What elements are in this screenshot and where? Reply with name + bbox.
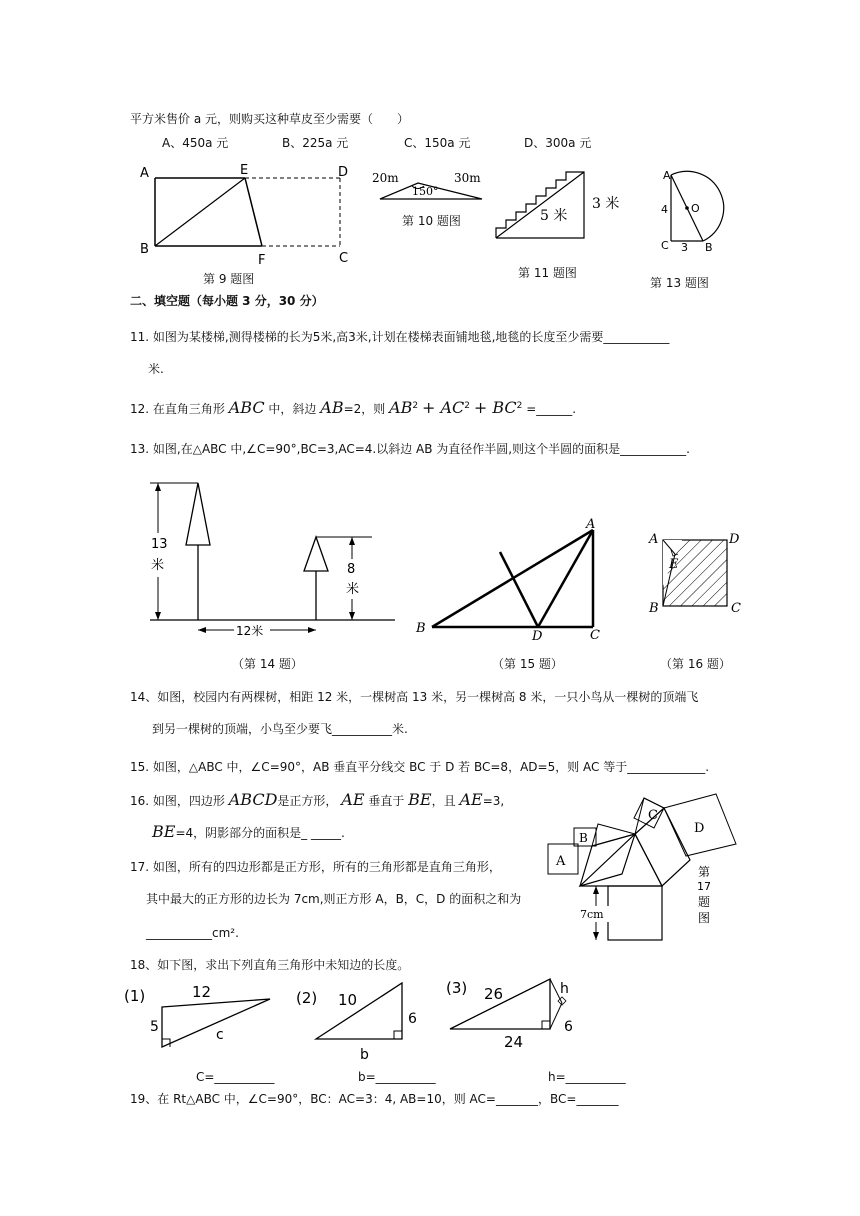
figure-15 [412,512,612,642]
fig11-caption: 第 11 题图 [518,266,577,280]
q13: 13. 如图,在△ABC 中,∠C=90°,BC=3,AC=4.以斜边 AB 为直径作半圆,则这个半圆的面积是___________. [130,442,690,456]
q17-line2: 其中最大的正方形的边长为 7cm,则正方形 A，B，C，D 的面积之和为 [146,892,522,906]
section-heading: 二、填空题（每小题 3 分，30 分） [130,294,324,308]
svg-text:C: C [661,239,669,252]
svg-text:5 米: 5 米 [540,208,568,224]
svg-text:D: D [729,532,740,547]
svg-text:6: 6 [408,1011,417,1027]
fig10-caption: 第 10 题图 [402,214,461,228]
option-a: A、450a 元 [162,136,229,150]
svg-text:B: B [649,601,659,616]
q16-line2: BE=4，阴影部分的面积是_ _____. [152,822,345,841]
fig15-caption: （第 15 题） [492,657,563,671]
svg-text:C: C [731,601,741,616]
svg-text:B: B [705,241,713,254]
figure-17 [540,790,750,950]
svg-text:6: 6 [564,1019,573,1035]
svg-text:8: 8 [347,562,356,577]
svg-text:米: 米 [151,558,165,573]
svg-text:(2): (2) [296,989,318,1007]
svg-text:13: 13 [151,537,168,552]
q16-line1: 16. 如图，四边形 ABCD是正方形， AE 垂直于 BE，且 AE=3, [130,790,505,809]
fig9-caption: 第 9 题图 [203,272,255,286]
svg-text:A: A [556,854,566,869]
svg-text:E: E [669,557,679,572]
svg-text:A: A [586,517,596,532]
svg-text:B: B [140,242,149,257]
q17-line1: 17. 如图，所有的四边形都是正方形，所有的三角形都是直角三角形， [130,860,501,874]
svg-text:h: h [560,981,569,997]
svg-text:D: D [532,629,543,644]
svg-text:C: C [648,808,658,823]
svg-text:26: 26 [484,985,504,1003]
svg-text:4: 4 [661,203,668,216]
svg-text:7cm: 7cm [580,908,604,921]
svg-text:D: D [694,821,705,836]
answer-b: b=__________ [358,1070,436,1084]
q14-line1: 14、如图，校园内有两棵树，相距 12 米，一棵树高 13 米，另一棵树高 8 米，一只小鸟从一棵树的顶端飞 [130,690,699,704]
svg-text:12: 12 [192,983,212,1001]
svg-text:B: B [579,831,588,845]
q17-line3: ___________cm². [146,926,239,940]
fig13-caption: 第 13 题图 [650,276,709,290]
svg-text:30m: 30m [454,171,481,185]
option-d: D、300a 元 [524,136,592,150]
svg-text:题: 题 [698,895,711,909]
svg-text:b: b [360,1047,369,1063]
figure-16 [645,528,745,618]
svg-text:O: O [691,202,700,215]
option-b: B、225a 元 [282,136,349,150]
svg-text:第: 第 [698,865,711,879]
svg-text:24: 24 [504,1033,524,1051]
svg-text:150°: 150° [412,185,439,198]
svg-text:c: c [216,1027,224,1043]
svg-text:B: B [416,621,426,636]
svg-text:D: D [338,165,349,180]
svg-text:(1): (1) [124,987,146,1005]
figure-10 [370,168,490,208]
answer-h: h=__________ [548,1070,626,1084]
q19: 19、在 Rt△ABC 中，∠C=90°，BC：AC=3：4, AB=10，则 AC=_______，BC=_______ [130,1092,619,1106]
q11-line1: 11. 如图为某楼梯,测得楼梯的长为5米,高3米,计划在楼梯表面铺地毯,地毯的长度至少需要___________ [130,330,670,344]
svg-text:10: 10 [338,991,358,1009]
figure-14 [140,475,400,650]
svg-text:A: A [140,166,149,181]
q12: 12. 在直角三角形 ABC 中，斜边 AB=2，则 $AB^2 + AC^2 + BC^2$ =______. [130,398,577,417]
svg-text:12米: 12米 [236,624,264,638]
figure-18 [120,975,600,1065]
svg-text:3 米: 3 米 [592,196,620,212]
svg-text:C: C [590,628,600,643]
q18: 18、如下图，求出下列直角三角形中未知边的长度。 [130,958,410,972]
q11-line2: 米. [148,362,164,376]
svg-text:米: 米 [346,582,360,597]
svg-text:E: E [240,163,249,178]
svg-text:(3): (3) [446,979,468,997]
svg-text:F: F [258,253,266,268]
svg-text:图: 图 [698,911,711,925]
svg-text:17: 17 [697,880,711,893]
option-c: C、150a 元 [404,136,471,150]
q14-line2: 到另一棵树的顶端，小鸟至少要飞__________米. [152,722,408,736]
svg-text:C: C [339,251,349,266]
figure-11 [490,168,630,248]
svg-text:3: 3 [681,241,688,254]
answer-c: C=__________ [196,1070,275,1084]
svg-text:A: A [649,532,659,547]
q15: 15. 如图，△ABC 中，∠C=90°，AB 垂直平分线交 BC 于 D 若 BC=8，AD=5，则 AC 等于_____________. [130,760,710,774]
fig14-caption: （第 14 题） [232,657,303,671]
figure-13 [655,165,735,255]
svg-text:20m: 20m [372,171,399,185]
svg-text:5: 5 [150,1019,159,1035]
q10-stem: 平方米售价 a 元，则购买这种草皮至少需要（ ） [130,112,409,126]
svg-text:A: A [663,169,671,182]
fig16-caption: （第 16 题） [660,657,731,671]
